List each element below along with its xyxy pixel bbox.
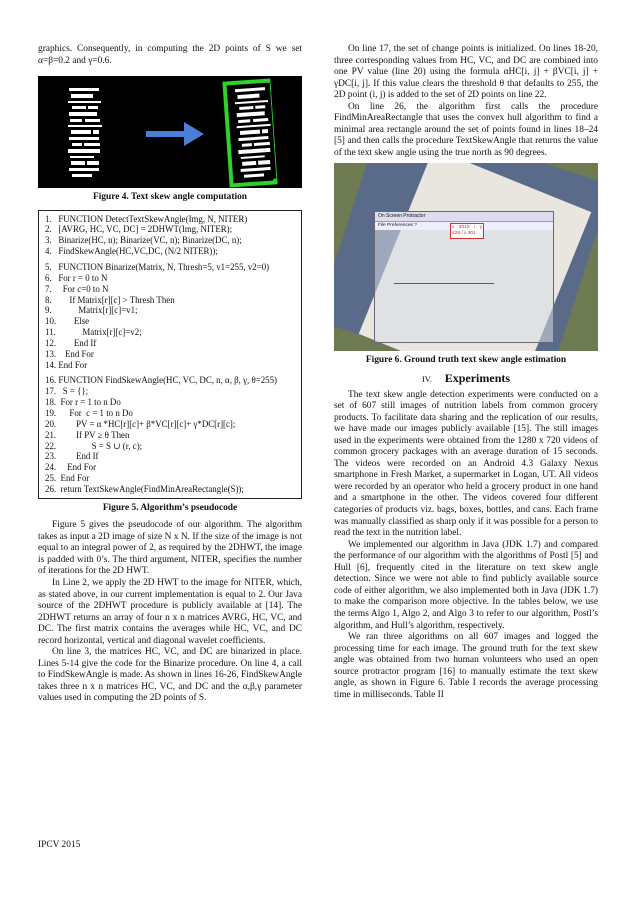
code-line: 19. For c = 1 to n Do <box>45 407 133 418</box>
code-line: 7. For c=0 to N <box>45 283 109 294</box>
code-line: 23. End If <box>45 451 99 462</box>
right-column <box>334 44 598 701</box>
paragraph: In Line 2, we apply the 2D HWT to the image for NITER, which, as stated above, in our current implementation is equal to 2. Our Java source of the 2DHWT procedure is publicly available at [14]. The 2DHWT returns an array of four n x n matrices AVRG, HC, VC, and DC. The first matrix contains the averages while HC, VC, and DC record horizontal, vertical and diagonal wavelet coefficients. <box>38 578 302 646</box>
section-heading <box>334 373 598 386</box>
paragraph: Figure 5 gives the pseudocode of our algorithm. The algorithm takes as input a 2D image of size N x N. If the size of the image is not equal to an integral power of 2, as required by the 2DHWT, the image is padded with 0’s. The third argument, NITER, specifies the number of iterations for the 2D HWT. <box>38 520 302 577</box>
section-number: IV. <box>421 374 432 385</box>
protractor-window-title: On Screen Protractor <box>375 212 553 222</box>
paragraph: On line 3, the matrices HC, VC, and DC are binarized in place. Lines 5-14 give the code for the Binarize procedure. On line 4, a call to FindSkewAngle is made. As shown in lines 16-26, FindSkewAngle takes three n x n matrices HC, VC, and DC and the α,β,γ parameter values used in computing the 2D points of S. <box>38 647 302 704</box>
pseudocode-box <box>38 210 302 499</box>
page-footer: IPCV 2015 <box>38 840 81 850</box>
intro-paragraph: graphics. Consequently, in computing the 2D points of S we set α=β=0.2 and γ=0.6. <box>38 44 302 66</box>
figure-6-caption: Figure 6. Ground truth text skew angle estimation <box>365 355 567 366</box>
figure-4-image <box>38 76 302 188</box>
code-line: 16. FUNCTION FindSkewAngle(HC, VC, DC, n, α, β, γ, θ=255) <box>45 375 277 386</box>
code-line: 6. For r = 0 to N <box>45 272 108 283</box>
section-title: Experiments <box>444 371 511 386</box>
figure-4-caption: Figure 4. Text skew angle computation <box>93 192 247 203</box>
paragraph: On line 26, the algorithm first calls the procedure FindMinAreaRectangle that uses the convex hull algorithm to find a minimal area rectangle around the set of points found in lines 18–24 [5] and then calls the procedure TextSkewAngle that returns the value of the text skew angle using the true north as 90 degrees. <box>334 101 598 158</box>
protractor-line <box>394 283 494 284</box>
code-line: 25. End For <box>45 473 90 484</box>
code-line: 2. [AVRG, HC, VC, DC] = 2DHWT(Img, NITER); <box>45 224 233 235</box>
paragraph: We implemented our algorithm in Java (JDK 1.7) and compared the performance of our algorithm with the algorithms of Postl [5] and Hull [6], frequently cited in the literature on text skew angle detection. Since we were not able to find publicly available source code of either algorithm, we also implemented both in Java (JDK 1.7) to make the comparison more objective. In the tables below, we use the terms Algo 1, Algo 2, and Algo 3 to refer to our algorithm, Postl’s algorithm, and Hull’s algorithm, respectively. <box>334 539 598 631</box>
protractor-readout: x 3010 / y 428 / x 301 <box>450 223 484 239</box>
code-line: 8. If Matrix[r][c] > Thresh Then <box>45 294 175 305</box>
code-line: 24. End For <box>45 462 97 473</box>
figure-5-caption: Figure 5. Algorithm’s pseudocode <box>102 502 238 513</box>
code-line: 1. FUNCTION DetectTextSkewAngle(Img, N, NITER) <box>45 213 248 224</box>
code-line: 11. Matrix[r][c]=v2; <box>45 327 142 338</box>
code-line: 22. S = S ∪ (r, c); <box>45 440 143 451</box>
paragraph: We ran three algorithms on all 607 images and logged the processing time for each image. The ground truth for the text skew angle was obtained from two human volunteers who used an open source protractor program [16] to manually estimate the text skew angle, as shown in Figure 6. Table I records the average processing time in milliseconds. Table II <box>334 632 598 700</box>
code-line: 14. End For <box>45 359 88 370</box>
code-line: 5. FUNCTION Binarize(Matrix, N, Thresh=5, v1=255, v2=0) <box>45 262 270 273</box>
paragraph: The text skew angle detection experiments were conducted on a set of 607 still images of nutrition labels from common grocery products. To facilitate data sharing and the replication of our results, we have made our images publicly available [15]. The still images used in the experiments were obtained from the 1280 x 720 videos of common grocery packages with an average duration of 15 seconds. The videos were recorded on an Android 4.3 Galaxy Nexus smartphone in Fresh Market, a supermarket in Logan, UT. All videos were recorded by an operator who held a grocery product in one hand and a smartphone in the other. The videos covered four different categories of products viz. bags, boxes, bottles, and cans. Each frame was manually classified as sharp only if it was possible for a person to read the text in the nutrition label. <box>334 389 598 539</box>
protractor-menu: File Preferences ? <box>375 222 553 230</box>
code-line: 18. For r = 1 to n Do <box>45 397 121 408</box>
skew-detected-label-image <box>232 83 277 181</box>
figure-6-photo <box>334 163 598 351</box>
code-line: 12. End If <box>45 337 97 348</box>
code-line: 3. Binarize(HC, n); Binarize(VC, n); Binarize(DC, n); <box>45 235 242 246</box>
code-line: 10. Else <box>45 316 90 327</box>
code-line: 26. return TextSkewAngle(FindMinAreaRectangle(S)); <box>45 483 244 494</box>
left-column <box>38 44 302 705</box>
right-arrow-icon <box>146 122 204 146</box>
code-line: 13. End For <box>45 348 94 359</box>
code-line: 4. FindSkewAngle(HC,VC,DC, (N/2 NITER)); <box>45 246 218 257</box>
code-line: 17. S = {}; <box>45 386 89 397</box>
code-line: 9. Matrix[r][c]=v1; <box>45 305 138 316</box>
code-line: 21. If PV ≥ θ Then <box>45 429 130 440</box>
binarized-label-image <box>66 84 104 180</box>
paragraph: On line 17, the set of change points is initialized. On lines 18-20, three corresponding values from HC, VC, and DC are combined into one PV value (line 20) using the formula αHC[i, j] + βVC[i, j] + γDC[i, j]. If this value clears the threshold θ that defaults to 255, the 2D point (i, j) is added to the set of 2D points on line 22. <box>334 44 598 101</box>
pseudocode-lines <box>45 214 297 495</box>
code-line: 20. PV = α *HC[r][c]+ β*VC[r][c]+ γ*DC[r][c]; <box>45 418 236 429</box>
